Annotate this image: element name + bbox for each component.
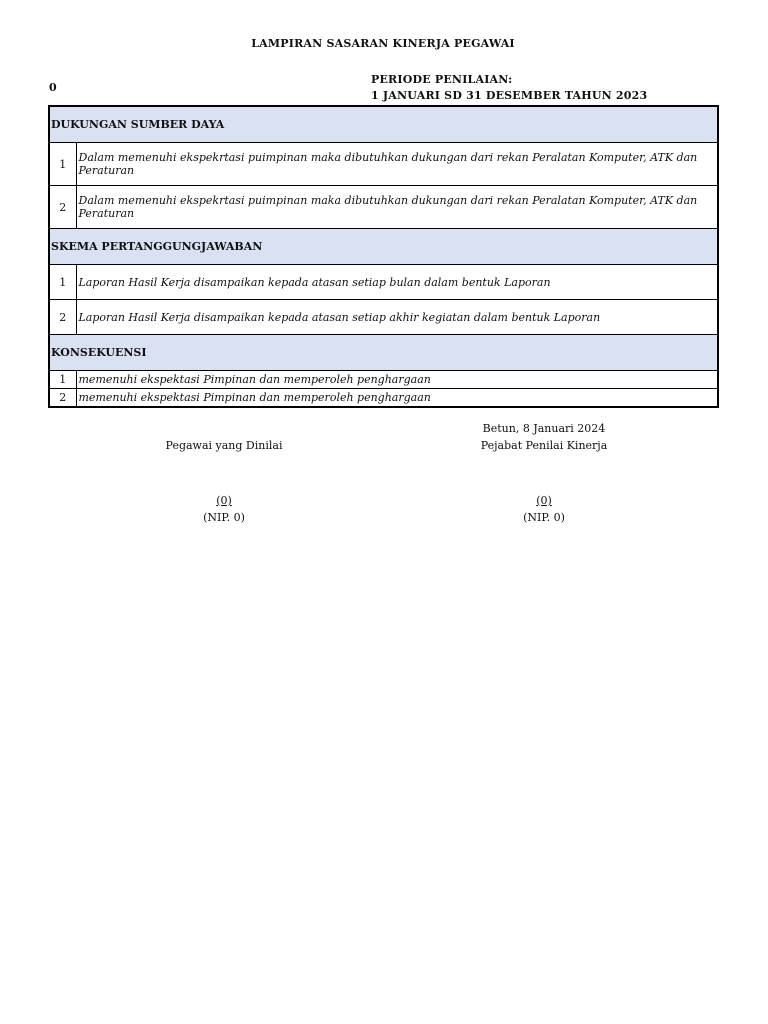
left-signer-nip: (NIP. 0) bbox=[203, 511, 245, 524]
periode-block bbox=[371, 72, 647, 104]
signature-space bbox=[444, 454, 644, 492]
row-number: 2 bbox=[49, 389, 76, 408]
periode-value: 1 JANUARI SD 31 DESEMBER TAHUN 2023 bbox=[371, 89, 648, 102]
signature-right bbox=[444, 420, 644, 526]
sasaran-table bbox=[48, 105, 719, 408]
row-number: 1 bbox=[49, 143, 76, 186]
row-number: 2 bbox=[49, 300, 76, 335]
periode-label: PERIODE PENILAIAN: bbox=[371, 73, 513, 86]
table-row bbox=[49, 371, 718, 389]
right-signer-name: (0) bbox=[536, 494, 552, 507]
section-header-row bbox=[49, 335, 718, 371]
section-header-konsekuensi: KONSEKUENSI bbox=[49, 335, 718, 371]
table-row bbox=[49, 300, 718, 335]
row-text: Laporan Hasil Kerja disampaikan kepada atasan setiap akhir kegiatan dalam bentuk Laporan bbox=[76, 300, 718, 335]
table-row bbox=[49, 186, 718, 229]
row-text: Dalam memenuhi ekspekrtasi puimpinan maka dibutuhkan dukungan dari rekan Peralatan Komputer, ATK dan Peraturan bbox=[76, 186, 718, 229]
left-signer-name: (0) bbox=[216, 494, 232, 507]
signature-left bbox=[124, 437, 324, 526]
table-row bbox=[49, 265, 718, 300]
right-signer-nip: (NIP. 0) bbox=[523, 511, 565, 524]
section-header-row bbox=[49, 106, 718, 143]
section-header-dukungan: DUKUNGAN SUMBER DAYA bbox=[49, 106, 718, 143]
left-role: Pegawai yang Dinilai bbox=[165, 439, 283, 452]
table-row bbox=[49, 143, 718, 186]
row-number: 2 bbox=[49, 186, 76, 229]
place-date: Betun, 8 Januari 2024 bbox=[482, 422, 606, 435]
row-text: Laporan Hasil Kerja disampaikan kepada atasan setiap bulan dalam bentuk Laporan bbox=[76, 265, 718, 300]
employee-name: 0 bbox=[49, 81, 57, 94]
row-text: Dalam memenuhi ekspekrtasi puimpinan maka dibutuhkan dukungan dari rekan Peralatan Komputer, ATK dan Peraturan bbox=[76, 143, 718, 186]
signature-space bbox=[124, 454, 324, 492]
row-number: 1 bbox=[49, 265, 76, 300]
section-header-skema: SKEMA PERTANGGUNGJAWABAN bbox=[49, 229, 718, 265]
row-text: memenuhi ekspektasi Pimpinan dan memperoleh penghargaan bbox=[76, 371, 718, 389]
row-number: 1 bbox=[49, 371, 76, 389]
row-text: memenuhi ekspektasi Pimpinan dan memperoleh penghargaan bbox=[76, 389, 718, 408]
right-role: Pejabat Penilai Kinerja bbox=[480, 439, 608, 452]
document-title: LAMPIRAN SASARAN KINERJA PEGAWAI bbox=[251, 37, 515, 50]
table-row bbox=[49, 389, 718, 408]
section-header-row bbox=[49, 229, 718, 265]
